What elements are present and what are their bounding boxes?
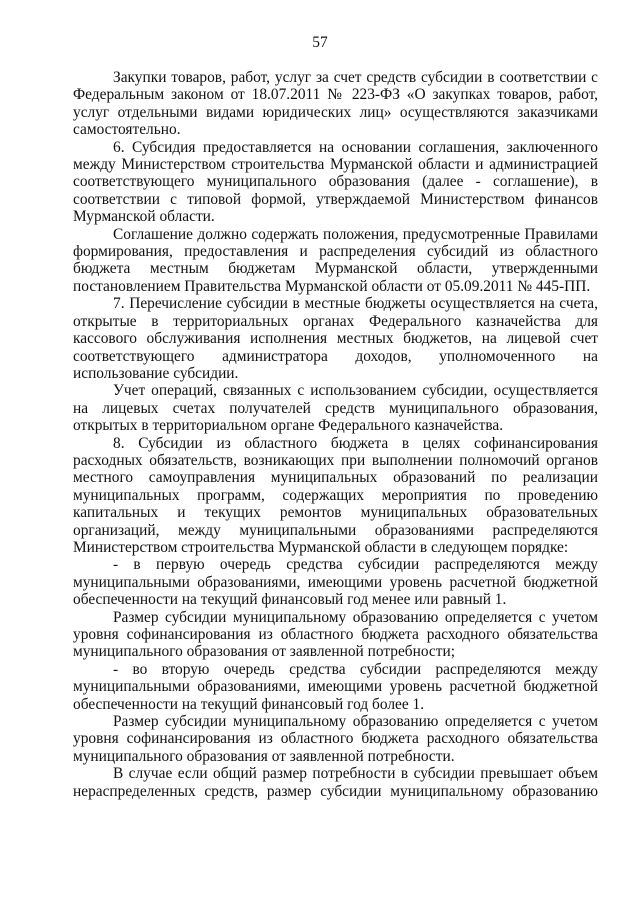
- paragraph-6-agreement-basis: 6. Субсидия предоставляется на основании соглашения, заключенного между Министерством строительства Мурманской области и администрацией соответствующего муниципального образования (далее - соглашение), в соответствии с типовой формой, утверждаемой Министерством финансов Мурманской области.: [73, 138, 598, 226]
- paragraph-size-first: Размер субсидии муниципальному образованию определяется с учетом уровня софинансирования из областного бюджета расходного обязательства муниципального образования от заявленной потребности;: [73, 608, 598, 661]
- paragraph-excess-demand: В случае если общий размер потребности в субсидии превышает объем нераспределенных средств, размер субсидии муниципальному образованию: [73, 765, 598, 800]
- paragraph-agreement-content: Соглашение должно содержать положения, предусмотренные Правилами формирования, предоставления и распределения субсидий из областного бюджета местным бюджетам Мурманской области, утвержденными постановлением Правительства Мурманской области от 05.09.2011 № 445-ПП.: [73, 225, 598, 295]
- page-number: 57: [312, 34, 328, 51]
- paragraph-accounting: Учет операций, связанных с использованием субсидии, осуществляется на лицевых счетах получателей средств муниципального образования, открытых в территориальном органе Федерального казначейства.: [73, 382, 598, 435]
- paragraph-8-distribution: 8. Субсидии из областного бюджета в целях софинансирования расходных обязательств, возникающих при выполнении полномочий органов местного самоуправления муниципальных образований по реализации муниципальных программ, содержащих мероприятия по проведению капитальных и текущих ремонтов муниципальных образовательных организаций, между муниципальными образованиями распределяются Министерством строительства Мурманской области в следующем порядке:: [73, 434, 598, 556]
- paragraph-size-second: Размер субсидии муниципальному образованию определяется с учетом уровня софинансирования из областного бюджета расходного обязательства муниципального образования от заявленной потребности.: [73, 713, 598, 765]
- document-body: [73, 69, 598, 800]
- paragraph-procurement: Закупки товаров, работ, услуг за счет средств субсидии в соответствии с Федеральным законом от 18.07.2011 № 223-ФЗ «О закупках товаров, работ, услуг отдельными видами юридических лиц» осуществляются заказчиками самостоятельно.: [73, 69, 598, 139]
- paragraph-7-transfer: 7. Перечисление субсидии в местные бюджеты осуществляется на счета, открытые в территориальных органах Федерального казначейства для кассового обслуживания исполнения местных бюджетов, на лицевой счет соответствующего администратора доходов, уполномоченного на использование субсидии.: [73, 295, 598, 382]
- paragraph-first-priority: - в первую очередь средства субсидии распределяются между муниципальными образованиями, имеющими уровень расчетной бюджетной обеспеченности на текущий финансовый год менее или равный 1.: [73, 556, 598, 609]
- paragraph-second-priority: - во вторую очередь средства субсидии распределяются между муниципальными образованиями, имеющими уровень расчетной бюджетной обеспеченности на текущий финансовый год более 1.: [73, 660, 598, 713]
